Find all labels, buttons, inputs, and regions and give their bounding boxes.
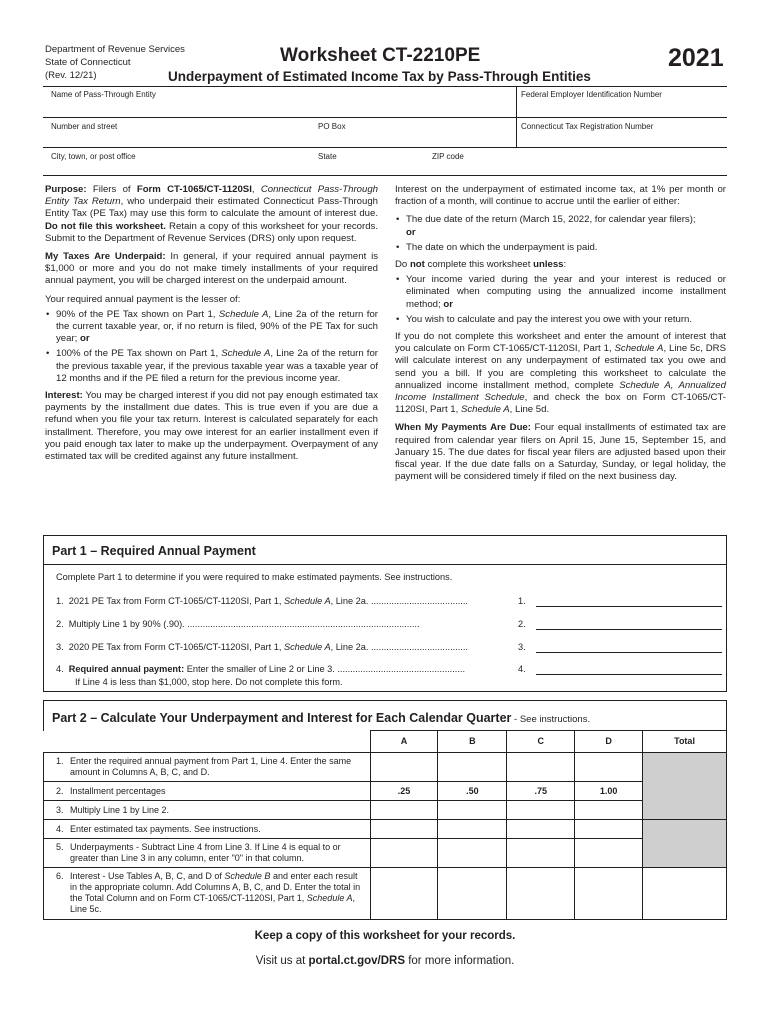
installment-pct-c: .75 (507, 782, 575, 801)
total-shaded-cell (643, 753, 727, 820)
list-item: • You wish to calculate and pay the interest you owe with your return. (395, 314, 726, 326)
part1-title: Part 1 – Required Annual Payment (52, 544, 256, 558)
po-box-label: PO Box (318, 122, 346, 131)
po-box-field[interactable] (318, 122, 346, 131)
total-shaded-cell (643, 820, 727, 868)
interest-paragraph: Interest: You may be charged interest if you did not pay enough estimated tax payments by the installment due dates. This is true even if you are due a refund when you file your tax return. Interest is calculated separately for each installment. Therefore, you may owe interest for an earlier installment even if you paid enough tax later to make up the underpayment. Overpayment of any estimated tax will be credited against any future installment. (45, 390, 378, 463)
part2-header (43, 700, 727, 731)
table-row (44, 801, 727, 820)
part2-row-3-c[interactable] (507, 801, 575, 820)
part2-row-3-d[interactable] (575, 801, 643, 820)
part2-row-5-b[interactable] (438, 839, 507, 868)
list-item: • Your income varied during the year and your interest is reduced or eliminated when computing using the annualized income installment method; or (395, 274, 726, 311)
ct-registration-label: Connecticut Tax Registration Number (521, 122, 654, 131)
part2-row-6-b[interactable] (438, 868, 507, 920)
part1-line-1-input[interactable] (536, 606, 722, 607)
column-d-header: D (575, 731, 643, 753)
payments-due-paragraph: When My Payments Are Due: Four equal installments of estimated tax are required from calendar year filers on April 15, June 15, September 15, and January 15. The due dates for fiscal year filers are adjusted based upon their fiscal year. If the due date falls on a Saturday, Sunday, or legal holiday, the payment will be considered timely if filed on the next business day. (395, 422, 726, 483)
part2-row-4-c[interactable] (507, 820, 575, 839)
installment-pct-b: .50 (438, 782, 507, 801)
if-not-complete-paragraph: If you do not complete this worksheet and enter the amount of interest that you calculate on Form CT-1065/CT-1120SI, Part 1, Schedule A, Line 5c, DRS will calculate interest on any underpayment of estimated tax you owe and send you a bill. If you are completing this worksheet to calculate the annualized income installment method, complete Schedule A, Annualized Income Installment Schedule, and check the box on Form CT-1065/CT-1120SI, Part 1, Schedule A, Line 5d. (395, 331, 727, 416)
part2-row-1-label: 1. Enter the required annual payment from Part 1, Line 4. Enter the same amount in Columns A, B, C, and D. (44, 753, 371, 782)
table-row (44, 820, 727, 839)
portal-link[interactable]: portal.ct.gov/DRS (308, 955, 406, 967)
tax-year: 2021 (668, 44, 724, 72)
table-row (44, 868, 727, 920)
column-b-header: B (438, 731, 507, 753)
installment-pct-a: .25 (370, 782, 438, 801)
list-item: • 100% of the PE Tax shown on Part 1, Schedule A, Line 2a of the return for the previous taxable year, if the previous taxable year was a taxable year of 12 months and if the PE filed a return for the previous income year. (45, 348, 378, 385)
table-row (44, 839, 727, 868)
part2-row-5-a[interactable] (370, 839, 438, 868)
required-payment-intro: Your required annual payment is the lesser of: (45, 293, 241, 305)
instructions-left-column (45, 184, 378, 469)
city-label: City, town, or post office (51, 152, 136, 161)
part2-row-4-a[interactable] (370, 820, 438, 839)
table-row (44, 753, 727, 782)
entity-name-field[interactable] (51, 90, 156, 99)
part2-row-2-label: 2. Installment percentages (44, 782, 371, 801)
part2-title: Part 2 – Calculate Your Underpayment and Interest for Each Calendar Quarter - See instructions. (52, 711, 591, 725)
installment-pct-d: 1.00 (575, 782, 643, 801)
street-field[interactable] (51, 122, 117, 131)
form-title: Worksheet CT-2210PE (280, 45, 481, 66)
part1-line-4: 4. Required annual payment: Enter the smaller of Line 2 or Line 3. .................................................. (56, 664, 465, 674)
list-item: • The due date of the return (March 15, 2022, for calendar year filers); or (395, 214, 726, 238)
state-name: State of Connecticut (45, 57, 131, 68)
table-row (44, 782, 727, 801)
column-total-header: Total (643, 731, 727, 753)
part1-line-3: 3. 2020 PE Tax from Form CT-1065/CT-1120SI, Part 1, Schedule A, Line 2a. ...................................... (56, 642, 468, 652)
part2-row-3-label: 3. Multiply Line 1 by Line 2. (44, 801, 371, 820)
part2-row-6-label: 6. Interest - Use Tables A, B, C, and D of Schedule B and enter each result in the appropriate column. Add Columns A, B, C, and D. Enter the total in the Total Column and on Form CT-1065/CT-1120SI, Part 1, Schedule A, Line 5c. (44, 868, 371, 920)
visit-note: Visit us at portal.ct.gov/DRS for more information. (255, 955, 515, 967)
part2-row-4-b[interactable] (438, 820, 507, 839)
state-label: State (318, 152, 337, 161)
do-not-complete-intro: Do not complete this worksheet unless: (395, 259, 567, 271)
part2-row-5-c[interactable] (507, 839, 575, 868)
part2-row-1-c[interactable] (507, 753, 575, 782)
accrue-paragraph: Interest on the underpayment of estimated income tax, at 1% per month or fraction of a month, will continue to accrue until the earlier of either: (395, 184, 726, 208)
department-name: Department of Revenue Services (45, 44, 185, 55)
required-payment-list (45, 309, 378, 385)
fein-field[interactable] (521, 90, 662, 99)
part2-row-1-b[interactable] (438, 753, 507, 782)
part1-section (43, 535, 727, 692)
part2-row-3-b[interactable] (438, 801, 507, 820)
taxes-underpaid-paragraph: My Taxes Are Underpaid: In general, if your required annual payment is $1,000 or more and you do not make timely installments of your required annual payment, you will be charged interest on the underpaid amount. (45, 251, 378, 287)
instructions-right-column (395, 184, 726, 489)
part1-line-2-ref: 2. (518, 619, 526, 629)
form-subtitle: Underpayment of Estimated Income Tax by Pass-Through Entities (168, 69, 591, 84)
part1-line-2: 2. Multiply Line 1 by 90% (.90). ........................................................................................... (56, 619, 420, 629)
part1-line-2-input[interactable] (536, 629, 722, 630)
part1-line-1: 1. 2021 PE Tax from Form CT-1065/CT-1120SI, Part 1, Schedule A, Line 2a. ...................................... (56, 596, 468, 606)
part2-row-5-d[interactable] (575, 839, 643, 868)
street-label: Number and street (51, 122, 118, 131)
fein-label: Federal Employer Identification Number (521, 90, 662, 99)
ct-registration-field[interactable] (521, 122, 653, 131)
part1-line-4-note: If Line 4 is less than $1,000, stop here. Do not complete this form. (75, 677, 343, 687)
part1-intro: Complete Part 1 to determine if you were required to make estimated payments. See instructions. (56, 572, 453, 582)
part2-row-6-a[interactable] (370, 868, 438, 920)
part1-line-4-ref: 4. (518, 664, 526, 674)
part1-line-3-ref: 3. (518, 642, 526, 652)
list-item: • 90% of the PE Tax shown on Part 1, Schedule A, Line 2a of the return for the current taxable year, or, if no return is filed, 90% of the PE Tax for such year; or (45, 309, 378, 346)
part2-row-1-d[interactable] (575, 753, 643, 782)
part1-line-1-ref: 1. (518, 596, 526, 606)
column-c-header: C (507, 731, 575, 753)
identification-box (43, 86, 727, 176)
part2-row-4-d[interactable] (575, 820, 643, 839)
city-field[interactable] (51, 152, 136, 161)
column-a-header: A (370, 731, 438, 753)
part2-corner (44, 731, 371, 753)
part2-row-6-d[interactable] (575, 868, 643, 920)
entity-name-label: Name of Pass-Through Entity (51, 90, 156, 99)
state-field[interactable] (318, 152, 337, 161)
part2-row-6-total[interactable] (643, 868, 727, 920)
part1-line-3-input[interactable] (536, 652, 722, 653)
part2-row-4-label: 4. Enter estimated tax payments. See instructions. (44, 820, 371, 839)
part2-row-5-label: 5. Underpayments - Subtract Line 4 from Line 3. If Line 4 is equal to or greater than Line 3 in any column, enter "0" in that column. (44, 839, 371, 868)
do-not-complete-list (395, 274, 726, 326)
accrue-list (395, 214, 726, 254)
list-item: • The date on which the underpayment is paid. (395, 242, 726, 254)
part1-line-4-input[interactable] (536, 674, 722, 675)
part2-row-1-a[interactable] (370, 753, 438, 782)
purpose-paragraph: Purpose: Filers of Form CT-1065/CT-1120SI, Connecticut Pass-Through Entity Tax Return, who underpaid their estimated Connecticut Pass-Through Entity Tax (PE Tax) may use this form to calculate the amount of interest due. Do not file this worksheet. Retain a copy of this worksheet for your records. Submit to the Department of Revenue Services (DRS) only upon request. (45, 184, 379, 244)
zip-field[interactable] (432, 152, 464, 161)
part2-row-3-a[interactable] (370, 801, 438, 820)
part2-table (43, 730, 727, 920)
part2-row-6-c[interactable] (507, 868, 575, 920)
keep-copy-note: Keep a copy of this worksheet for your records. (254, 930, 516, 942)
revision-date: (Rev. 12/21) (45, 70, 97, 81)
zip-label: ZIP code (432, 152, 464, 161)
